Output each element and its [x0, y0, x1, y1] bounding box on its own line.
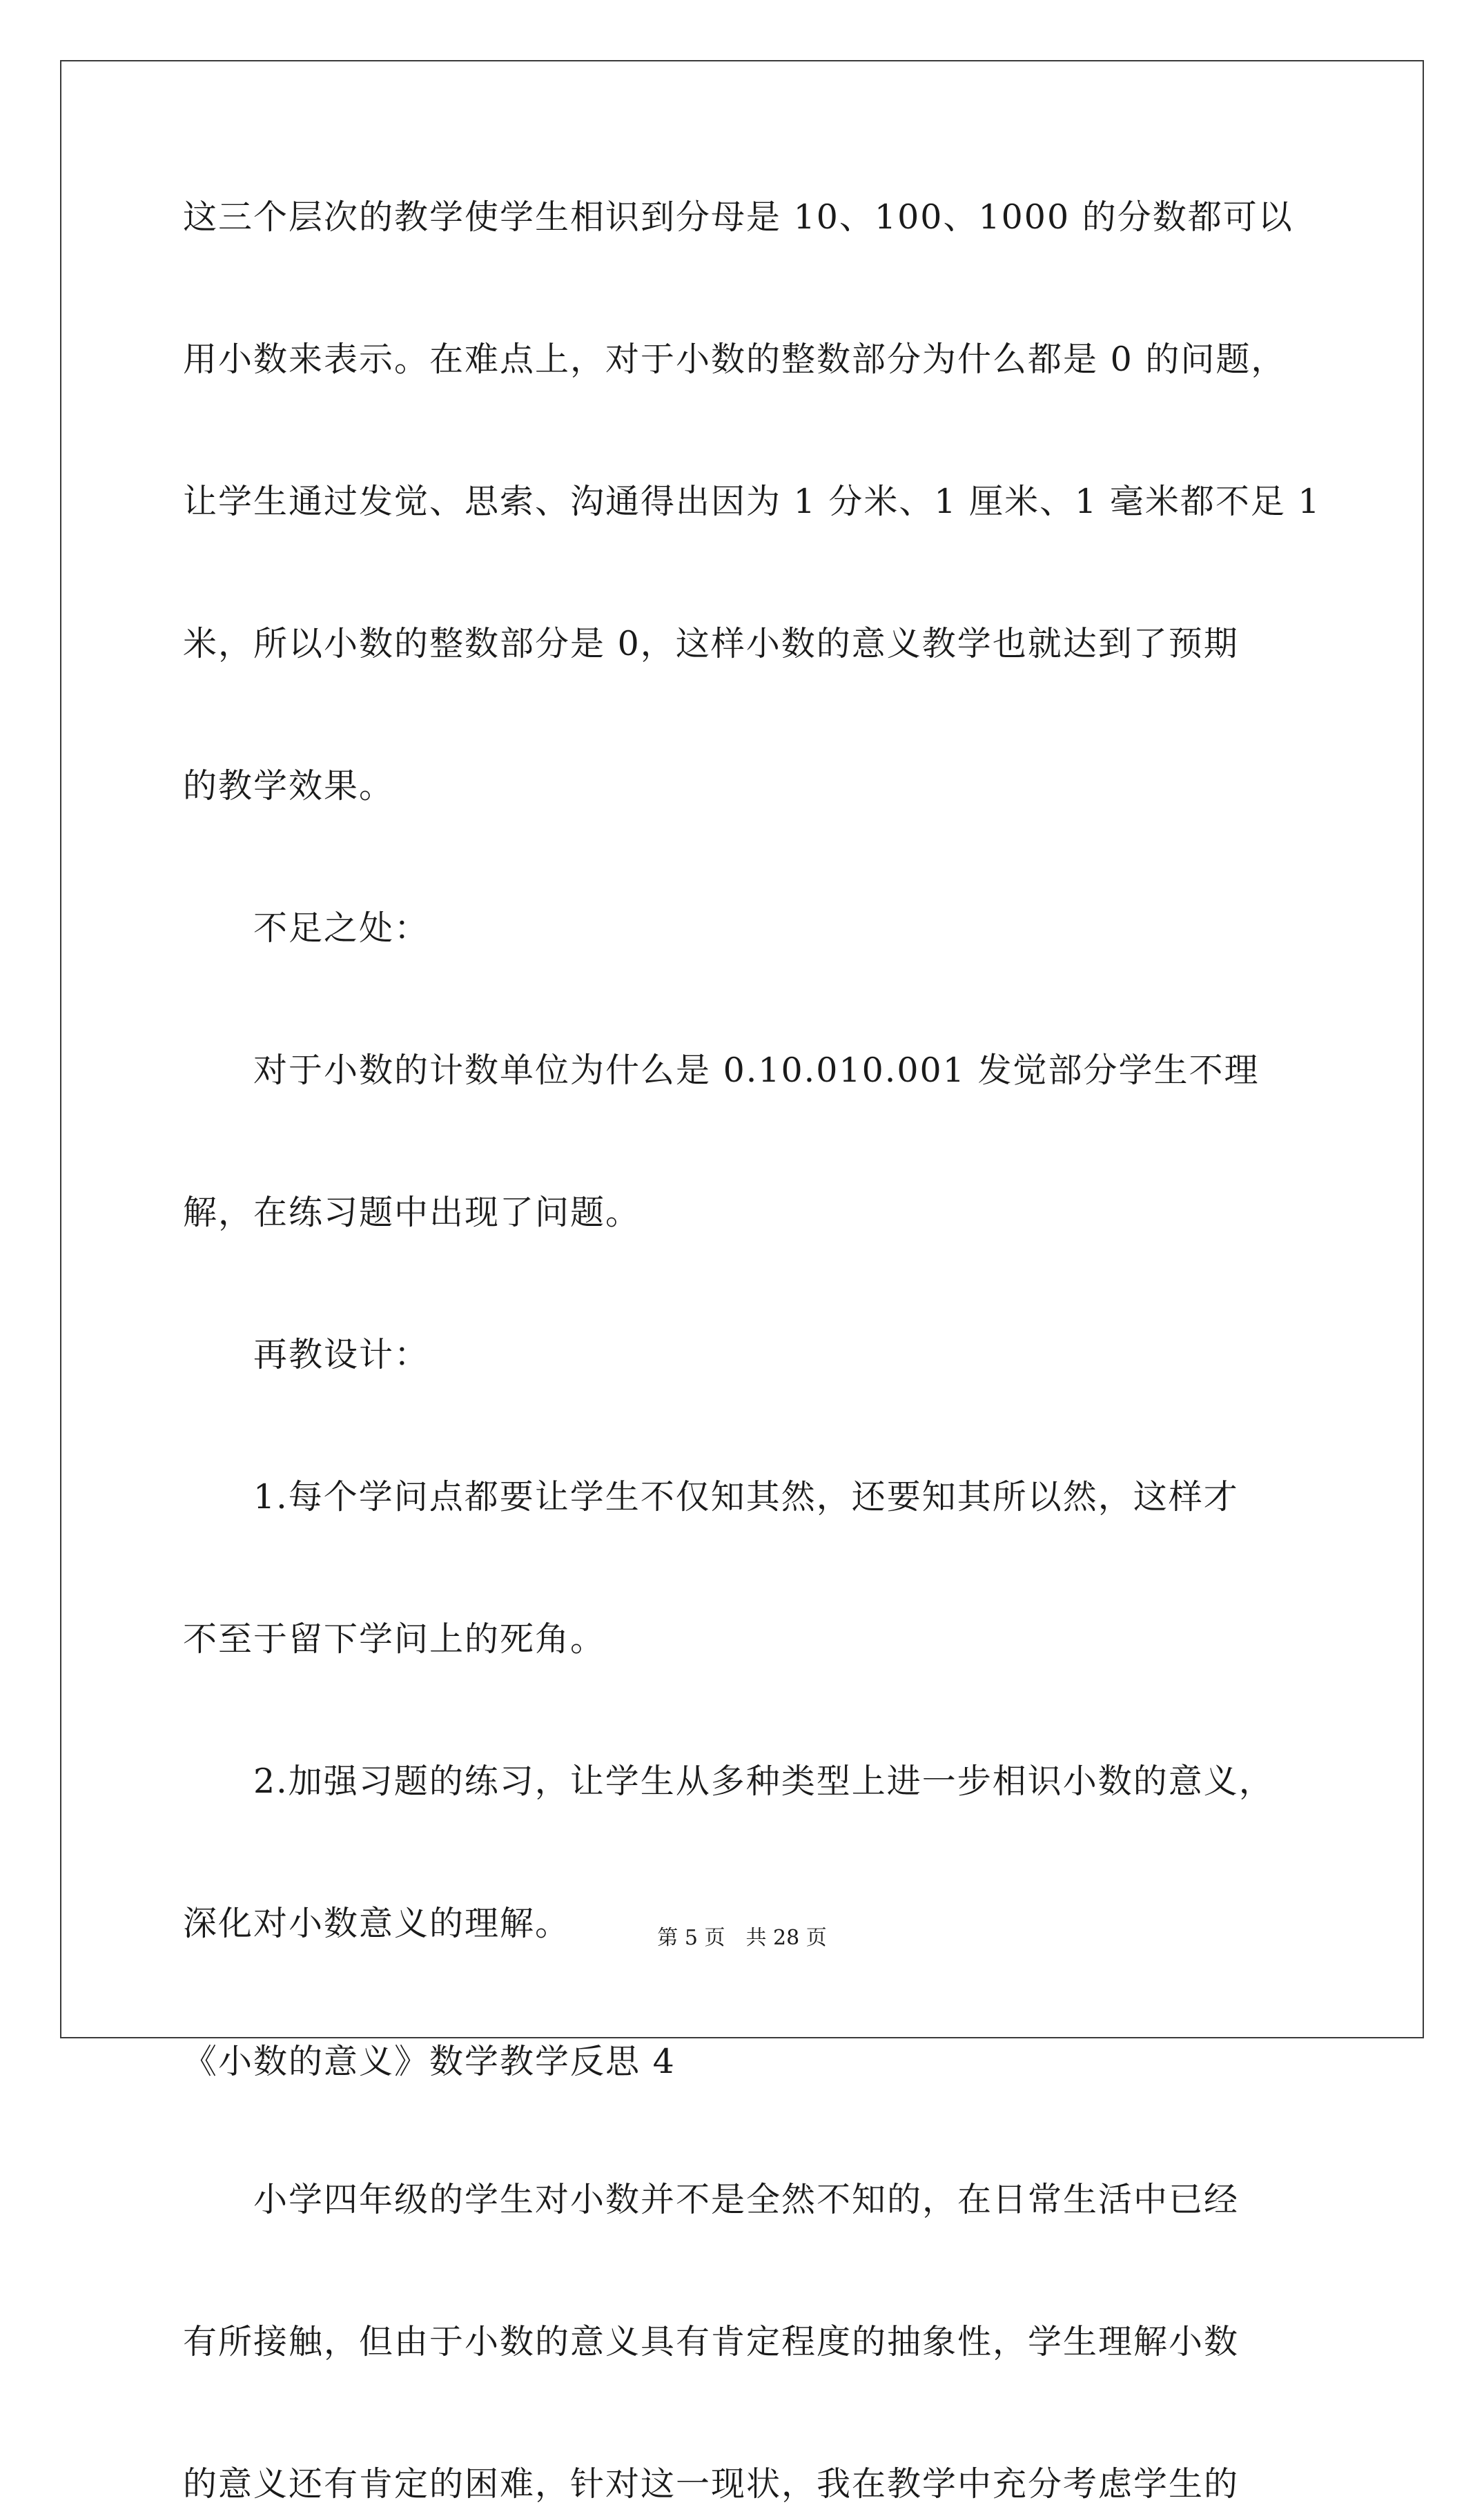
text-line: 让学生通过发觉、思索、沟通得出因为 1 分米、1 厘米、1 毫米都不足 1: [183, 482, 1321, 521]
text-line: 深化对小数意义的理解。: [183, 1904, 571, 1943]
text-line: 对于小数的计数单位为什么是 0.10.010.001 发觉部分学生不理: [183, 1051, 1260, 1090]
text-line: 小学四年级的学生对小数并不是全然不知的，在日常生活中已经: [183, 2180, 1240, 2219]
page-footer: [0, 1926, 1484, 1951]
text-line: 米，所以小数的整数部分是 0，这样小数的意义教学也就达到了预期: [183, 624, 1239, 663]
text-line: 解，在练习题中出现了问题。: [183, 1193, 641, 1232]
text-line: 有所接触，但由于小数的意义具有肯定程度的抽象性，学生理解小数: [183, 2322, 1240, 2361]
text-line: 不至于留下学问上的死角。: [183, 1619, 606, 1659]
document-body: [183, 197, 1321, 2505]
section-heading: 再教设计：: [183, 1335, 430, 1374]
text-line: 的教学效果。: [183, 766, 395, 806]
text-line: 用小数来表示。在难点上，对于小数的整数部分为什么都是 0 的问题，: [183, 340, 1287, 379]
text-line: 这三个层次的教学使学生相识到分母是 10、100、1000 的分数都可以: [183, 197, 1293, 237]
article-title: 《小数的意义》数学教学反思 4: [183, 2042, 676, 2081]
text-line: 2.加强习题的练习，让学生从多种类型上进一步相识小数的意义，: [183, 1762, 1274, 1801]
text-line: 1.每个学问点都要让学生不仅知其然，还要知其所以然，这样才: [183, 1477, 1239, 1517]
text-line: 的意义还有肯定的困难，针对这一现状，我在教学中充分考虑学生的: [183, 2464, 1240, 2504]
section-heading: 不足之处：: [183, 908, 430, 948]
page-number: 第 5 页 共 28 页: [657, 1926, 827, 1950]
